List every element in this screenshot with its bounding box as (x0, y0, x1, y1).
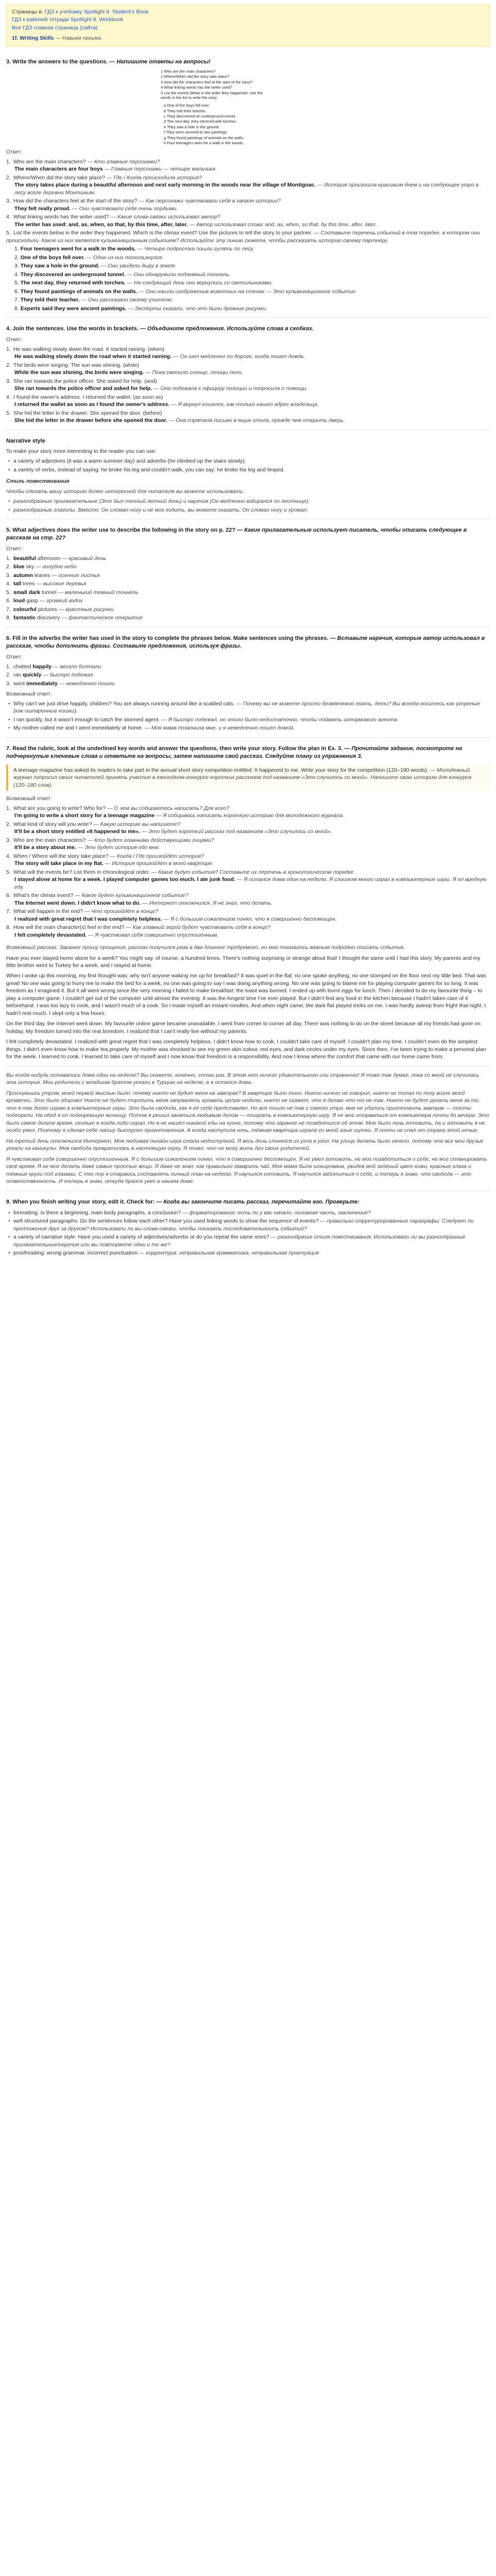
question-text: She ran towards the police officer. She asked for help. (and) (13, 378, 157, 384)
adjective: blue (13, 564, 25, 570)
adjective: fantastic (13, 615, 36, 621)
adverb: quickly (23, 672, 42, 679)
link-main-page[interactable]: Все ГДЗ главная страница (сайта) (12, 24, 98, 31)
task4-answer (6, 385, 490, 392)
possible-answer-label: Возможный ответ: (6, 691, 52, 698)
task7-question (6, 869, 490, 876)
question-text: What are you going to write? Who for? (13, 805, 106, 811)
narrative-style (6, 437, 490, 514)
event-number: 3. (14, 263, 21, 269)
narrative-bullet: • a variety of verbs, instead of saying: he broke his leg and couldn't walk, you can say: he broke his leg and limped. (13, 466, 490, 473)
answer-ru: — Она побежала к офицеру полиции и попросила о помощи. (153, 385, 308, 392)
checklist-item (13, 1249, 490, 1257)
question-ru: — О чем вы собираетесь написать? Для кого? (107, 805, 229, 811)
task4-answer (6, 417, 490, 424)
answer-en: She hid the letter in the drawer before she opened the door. (14, 417, 167, 424)
adjective-row (6, 597, 490, 604)
possible-answer-label: Возможный ответ: (6, 795, 52, 802)
task-5-title: 5. What adjectives does the writer use to describe the following in the story on p. 22? — Какие прилагательные использует писатель, чтобы описать следующее в рассказе на стр. 22? (6, 527, 467, 541)
adjective: tall (13, 581, 22, 587)
task7-answer (6, 844, 490, 851)
event-item (14, 262, 490, 269)
answer-en: The Internet went down. I didn't know what to do. (14, 900, 141, 906)
answer-en: I stayed alone at home for a week. I played computer games too much. I ate junk food. (14, 876, 235, 883)
story-ru-paragraph: Я чувствовал себя совершенно опустошенным. Я с большим сожалением понял, что я совершенно беспомощен. Я не умел готовить, не мог позаботиться о себе, не мог спланировать своё время. Я не мог делать даже самые простые вещи. Я даже не знал, как правильно заварить чай. Моя мама была шокирована, увидев мой зелёный цвет кожи, красные глаза и тёмные круги под глазами. С тех пор я стараюсь составлять личный план на неделю. Я научился готовить. Я научился заботиться о себе, и теперь я знаю, что свобода — это ответственность. И теперь я знаю, откуда брался уют в нашем доме. (6, 1156, 487, 1185)
item-number: 3. (6, 572, 11, 579)
event-en: They found paintings of animals on the walls. (20, 288, 138, 295)
event-en: They discovered an underground tunnel. (20, 271, 126, 278)
translation: — маленький темный тоннель (58, 589, 139, 596)
event-ru: — Они увидели дыру в земле. (101, 263, 177, 269)
noun: pictures (38, 606, 57, 613)
item-number: 3. (6, 680, 11, 687)
adjective-row (6, 606, 490, 613)
translation: — громкий вздох (39, 598, 83, 604)
item-number: 5. (6, 589, 11, 596)
noun: trees (23, 581, 35, 587)
task7-answer (6, 860, 490, 867)
task4-question (6, 410, 490, 417)
figure-line: 4 What linking words has the writer used? (161, 85, 232, 90)
event-item (14, 271, 490, 278)
translation: — весело болтали (53, 663, 101, 670)
event-en: The next day, they returned with torches. (20, 280, 126, 286)
item-number: 4. (6, 394, 11, 400)
event-item (14, 254, 490, 261)
event-item (14, 305, 490, 312)
answer-ru: — История произойдёт в моей квартире. (105, 860, 214, 867)
answer-en: The story will take place in my flat. (14, 860, 104, 867)
task4-question (6, 378, 490, 385)
check-en: a variety of narrative style: Have you used a variety of adjectives/adverbs or do you repeat the same ones? (13, 1234, 269, 1241)
event-en: They told their teacher. (20, 297, 80, 303)
check-en: well structured paragraphs: Do the sentences follow each other? Have you used linking words to show the sequence of events? (13, 1218, 319, 1225)
answer-en: It'll be a short story entitled «It happened to me». (14, 828, 141, 835)
item-number: 8. (6, 924, 11, 931)
figure-list-item: e They saw a hole in the ground. (164, 124, 220, 129)
translation: — осенние листья (52, 572, 100, 579)
adverb-row (6, 680, 490, 687)
question-ru: — Кто будет главными действующими лицами? (87, 837, 214, 843)
adjective: beautiful (13, 555, 36, 562)
question-text: The birds were singing. The sun was shining. (while) (13, 362, 139, 368)
adjective-row (6, 572, 490, 579)
task4-question (6, 394, 490, 401)
item-number: 4. (6, 853, 11, 859)
task7-answer (6, 931, 490, 939)
event-number: 4. (14, 271, 21, 278)
task-3-figure (161, 69, 274, 145)
answer-en: He was walking slowly down the road when it started raining. (14, 353, 172, 360)
event-number: 7. (14, 297, 21, 303)
item-number: 2. (6, 362, 11, 368)
item-number: 1. (6, 663, 11, 670)
question-ru: — Когда / Где произойдёт история? (110, 853, 204, 859)
task-3-title: 3. Write the answers to the questions. — Напишите ответы на вопросы! (6, 58, 211, 65)
answer-ru: — Пока светило солнце, птицы пели. (145, 369, 243, 376)
task7-answer (6, 916, 490, 923)
adjective-row (6, 563, 490, 570)
narrative-intro: To make your story more interesting to the reader you can use: (6, 448, 157, 454)
checklist-item (13, 1233, 490, 1248)
question-text: She hid the letter in the drawer. She opened the door. (before) (13, 410, 162, 416)
item-number: 3. (6, 378, 11, 384)
item-number: 2. (6, 821, 11, 827)
task7-question (6, 892, 490, 899)
task-3: 3. Write the answers to the questions. — Напишите ответы на вопросы! 1 Who are the main characters? 2 Where/When did the story take place? 3 How did the characters feel at the start of the story? 4 What linking words has the writer used? 5 List the events below in the order they happened. Use the words in the list to write the story. a One of the boys fell over. b They told their teacher. c They discovered an underground tunnel. d The next day, they returned with torches. e They saw a hole in the ground. f They were stunned to see paintings. g They found paintings of animals on the walls. h Four teenagers went for a walk in the woods. Ответ: 1. Who are the main characters? — Кто главные персонажи? The main characters are four boys — Главные персонажи — четыре мальчика 2. Where/When did the story take place? — Где / Когда происходила история? The story takes place during a beautiful afternoon and next early morning in the woods near the village of Montignac. — История произошла красивым днем и на следующее утро в лесу возле деревни Монтиньяк. 3. How did the characters feel at the start of the story? — Как персонажи чувствовали себя в начале истории? They felt really proud. — Они чувствовали себя очень гордыми. 4. What linking words has the writer used? — Какие слова-связки использовал автор? The writer has used: and, as, when, so that, by this time, after, later. — Автор использовал слова: and, as, when, so that, by this time, after, later. 5. List the events below in the order they happened. Which is the climax event? Use the pictures to tell the story to your partner. — Составьте перечень событий в том порядке, в котором они происходили. Какое из них является кульминационным событием? Используйте эту линию сюжета, чтобы рассказать историю своему партнеру. 1. Four teenagers went for a walk in the woods. — Четыре подростка пошли гулять по лесу. 2. One of the boys fell over. — Один из них поскользнулся. 3. They saw a hole in the ground. — Они увидели дыру в земле. 4. They discovered an underground tunnel. — Они обнаружили подземный тоннель. 5. The next day, they returned with torches. — На следующий день они вернулись со светильниками. 6. They found paintings of animals on the walls. — Они нашли изображения животных на стенах — Это кульминационное событие. 7. They told their teacher. — Они рассказали своему учителю. 8. Experts said they were ancient paintings. — Эксперты сказали, что это были древние рисунки. (6, 58, 490, 312)
answer-en: She ran towards the police officer and asked for help. (14, 385, 152, 392)
answer-ru: — Она спрятала письмо в ящик стола, прежде чем открыть дверь. (168, 417, 345, 424)
adverb-row (6, 663, 490, 670)
story-paragraph: I felt completely devastated. I realized with great regret that I was completely helpless. I didn't know how to cook, I couldn't take care of myself. I couldn't plan my time. I couldn't even do the simplest things. I didn't even know how to make tea properly. My mother was shocked to see my green skin colour, red eyes, and dark circles under my eyes. Since then, I've been trying to make a personal plan for the week. I learned to cook. I learned to take care of myself and I now know that freedom is a responsibility. And now I know where the comfort that came with our home came from. (6, 1039, 486, 1060)
answer-ru: — Я собираюсь написать короткую историю для молодежного журнала. (156, 812, 344, 819)
answer-label: Ответ: (6, 336, 23, 343)
adjective-row (6, 589, 490, 596)
link-workbook[interactable]: ГДЗ к рабочей тетради Spotlight 8. Workbook (12, 16, 124, 23)
task7-question (6, 924, 490, 931)
noun: tunnel (41, 589, 57, 596)
task-6: 6. Fill in the adverbs the writer has used in the story to complete the phrases below. Make sentences using the phrases. — Вставьте наречия, которые автор использовал в рассказе, чтобы дополнить фразы. Составьте предложения, используя фразы. Ответ: 1. chatted happily — весело болтали 2. ran quickly — быстро побежал 3. went immediately — немедленно пошли Возможный ответ: • Why can't we just drive happily, children? You are always running around like a scalded cats. — Почему вы не можете просто безмятежно ехать, дети? Вы всегда носитесь как угорелые (как ошпаренные кошки). • I ran quickly, but it wasn't enough to catch the stormed agent. — Я быстро побежал, но этого было недостаточно, чтобы поймать штормового агента. • My mother called me and I went immediately at home. — Моя мама позвонила мне, и я немедленно пошел домой. (6, 635, 490, 732)
question-text: I found the owner's address. I returned the wallet. (as soon as) (13, 394, 163, 400)
question-text: He was walking slowly down the road. It started raining. (when) (13, 346, 164, 352)
question-text: What will happen in the end? (13, 908, 83, 915)
events-list (6, 245, 490, 312)
event-ru: — Четыре подростка пошли гулять по лесу. (137, 246, 254, 252)
item-number: 6. (6, 892, 11, 899)
answer-ru: — Я остался дома один на неделю. Я слишком много играл в компьютерные игры. Я ел вредную еду. (14, 876, 487, 890)
noun: discovery (37, 615, 60, 621)
question-text: When / Where will the story take place? (13, 853, 109, 859)
item-number: 2. (6, 672, 11, 679)
item-number: 3. (6, 837, 11, 843)
event-en: Experts said they were ancient paintings. (20, 305, 127, 312)
translation: — красочные рисунки (58, 606, 114, 613)
event-number: 6. (14, 288, 21, 295)
task4-answer (6, 369, 490, 376)
task-7-title: 7. Read the rubric, look at the underlined key words and answer the questions, then write your story. Follow the plan in Ex. 3. — Прочитайте задание, посмотрите на подчеркнутые ключевые слова и ответьте на вопросы, затем напишите свой рассказ. Следуйте плану из упражнения 3. (6, 745, 463, 759)
adjective-row (6, 580, 490, 587)
adverb: happily (32, 663, 52, 670)
item-number: 7. (6, 908, 11, 915)
story-paragraph: When I woke up this morning, my first thought was: why isn't anyone waking me up for breakfast? It was quiet in the flat: no one spoke anything, no one stomped on the floor next my little bed. That was great! No one was going to hurry me to make the bed for a week, no one was going to say I was doing anything wrong. No one was going to blame me for playing computer games for so long. It was freedom as I imagined it. But it all went wrong since the very morning I failed to make breakfast: the toast was burned. I ended up with burnt eggs for lunch. Then I decided to do my favourite thing – to play a computer game. I couldn't get out of the computer until almost the evening. It was the longest time I've ever played. But I didn't find any food in the kitchen because I hadn't taken care of it beforehand. I was too lazy to cook, and I wasn't much of a cook. So I made myself an instant noodles. And when night came, the dark flat played tricks on me. I was hardly asleep from fright that night. I hadn't rest much. I slept only a few hours. (6, 973, 487, 1016)
item-number: 5. (6, 410, 11, 416)
task-8 (6, 1198, 490, 1257)
question-text: What kind of story will you write? (13, 821, 92, 827)
figure-list-item: a One of the boys fell over. (164, 103, 210, 108)
question-text: What's the climax event? (13, 892, 74, 899)
question-ru: — Какие будут события? Составьте их перечень в хронологическом порядке. (151, 869, 355, 875)
answer-en: I realized with great regret that I was completely helpless. (14, 916, 162, 922)
checklist-item (13, 1209, 490, 1216)
verb: went (13, 680, 25, 687)
question-ru: — Какое будет кульминационное событие? (75, 892, 189, 899)
adjective: colourful (13, 606, 37, 613)
adverb: immediately (26, 680, 58, 687)
event-en: They saw a hole in the ground. (20, 263, 100, 269)
adjective-row (6, 614, 490, 621)
check-ru: — форматирование: есть ли у вас начало, основная часть, заключение? (182, 1209, 371, 1216)
pages-label: Страницы в: (12, 9, 43, 15)
event-item (14, 279, 490, 286)
story-ru-paragraph: Проснувшись утром, моей первой мыслью было: почему никто не будит меня на завтрак? В квартире было тихо. Никто ничего не говорил, никто не топал по полу возле моей кроватки. Это было здорово! Никто не будет торопить меня заправлять кровать целую неделю, никто не скажет, что я делаю что-то не так. Никто не будет ругать меня за то, что я так долго играю в компьютерные игры. Это была свобода, как я её себе представлял. Но всё пошло не так с самого утра: мне не удалось приготовить завтрак — тосты подгорели. На обед я ел подгоревшую яичницу. Потом я решил заняться любимым делом — поиграть в компьютерную игру. Я не мог оторваться от компьютера почти до вечера. Это было самое долгое время, сколько я когда-либо играл. Но я не нашёл никакой еды на кухне, потому что заранее не позаботился об этом. Мне было лень готовить, да и готовить я не особо умел. Поэтому я сделал себе лапшу быстрого приготовления. А когда наступила ночь, тёмная квартира играла со мной злые шутки. Я почти не спал от страха этой ночью. (6, 1090, 489, 1134)
story-ru-paragraph: На третий день отключился Интернет. Моя любимая онлайн-игра стала недоступной. Я весь день слонялся из угла в угол. На улице делать было нечего, потому что все мои друзья уехали на каникулы. Моя свобода превратилась в настоящую скуку. Я понял, что не могу жить без своих родителей. (6, 1138, 483, 1152)
section-title: 1f. Writing Skills — Навыки письма (12, 35, 101, 42)
figure-line: 5 List the events below in the order they happened. Use the words in the list to write the story. (161, 90, 263, 100)
figure-list-item: f They were stunned to see paintings. (164, 130, 228, 135)
task7-question (6, 837, 490, 844)
question-ru: — Что произойдёт в конце? (84, 908, 159, 915)
item-number: 1. (6, 555, 11, 562)
narrative-title: Narrative style (6, 437, 45, 444)
story-paragraph: On the third day, the Internet went down. My favourite online game became unavailable. I went from corner to corner all day. There was nothing to do on the street because all my friends had gone on holiday. My freedom turned into the real boredom. I realized that I can't really live without my parents. (6, 1021, 481, 1035)
answer-label: Ответ: (6, 149, 23, 156)
narrative-ru-intro: Чтобы сделать вашу историю более интересной для читателя вы можете использовать: (6, 488, 244, 495)
answer-ru: — Это будет история обо мне. (77, 844, 160, 851)
check-ru: — правильно структурированные параграфы: Следуют ли предложения друг за другом? Использовали ли вы слова-связки, чтобы показать последовательность событий? (13, 1218, 474, 1232)
event-item (14, 288, 490, 295)
task-5 (6, 527, 490, 622)
noun: leaves (34, 572, 50, 579)
translation: — красивый день (61, 555, 107, 562)
figure-list-item: h Four teenagers went for a walk in the woods. (164, 140, 244, 145)
task7-answer (6, 900, 490, 907)
event-ru: — Один из них поскользнулся. (86, 254, 164, 261)
figure-line: 1 Who are the main characters? (161, 69, 216, 74)
answer-ru: — Он шел медленно по дороге, когда пошел дождь. (173, 353, 305, 360)
task-4 (6, 325, 490, 425)
item-number: 6. (6, 598, 11, 604)
task4-answer (6, 353, 490, 360)
answer-en: While the sun was shining, the birds were singing. (14, 369, 144, 376)
answer-en: I returned the wallet as soon as I found the owner's address. (14, 401, 170, 408)
item-number: 7. (6, 606, 11, 613)
task7-question (6, 805, 490, 812)
answer-en: It'll be a story about me. (14, 844, 76, 851)
check-en: formatting: Is there a beginning, main body paragraphs, a conclusion? (13, 1209, 181, 1216)
item-number: 8. (6, 615, 11, 621)
task7-answer (6, 828, 490, 835)
event-number: 1. (14, 246, 21, 252)
narrative-ru-title: Стиль повествования (6, 478, 70, 485)
event-ru: — Они рассказали своему учителю. (81, 297, 174, 303)
event-item (14, 296, 490, 303)
task-7 (6, 745, 490, 1185)
task-4-title: 4. Join the sentences. Use the words in brackets. — Объедините предложения. Используйте слова в скобках. (6, 326, 314, 332)
narrative-ru-bullet: • разнообразные глаголы. Вместо: Он сломал ногу и не мог ходить, вы можете сказать: Он сломал ногу и хромал. (13, 506, 490, 514)
figure-list-item: b They told their teacher. (164, 108, 207, 113)
event-ru: — На следующий день они вернулись со светильниками. (127, 280, 273, 286)
translation: — голубое небо (36, 564, 77, 570)
item-number: 1. (6, 346, 11, 352)
link-students-book[interactable]: ГДЗ к учебнику Spotlight 8. Student's Book (44, 9, 149, 15)
question-text: What will the events be? List them in chronological order. (13, 869, 150, 875)
answer-en: I felt completely devastated. (14, 931, 87, 938)
noun: sky (26, 564, 35, 570)
figure-list-item: c They discovered an underground tunnel. (164, 114, 236, 119)
check-ru: — корректура: неправильная грамматика, неправильная пунктуация (139, 1250, 319, 1257)
translation: — быстро побежал (43, 672, 93, 679)
narrative-bullet: • a variety of adjectives (it was a warm summer day) and adverbs (he climbed up the stairs slowly). (13, 457, 490, 465)
adjective-row (6, 555, 490, 562)
item-number: 2. (6, 564, 11, 570)
item-number: 1. (6, 805, 11, 811)
event-en: Four teenagers went for a walk in the woods. (20, 246, 136, 252)
check-ru: — разнообразие стиля повествования: Использовали ли вы разнообразные прилагательные/наречия или вы повторяете одни и те же? (13, 1234, 466, 1248)
task7-question (6, 853, 490, 860)
event-ru: — Эксперты сказали, что это были древние рисунки. (128, 305, 267, 312)
story-ru-paragraph: Вы когда-нибудь оставались дома одни на неделю? Вы скажете, конечно, сотни раз. В этом нет ничего удивительного или странного! Я тоже так думал, пока со мной не случилась эта история. Мои родители с младшим братом уехали в Турцию на неделю, а я остался дома. (6, 1072, 480, 1086)
task7-question (6, 908, 490, 915)
task-8-title: 8. When you finish writing your story, edit it. Check for: — Когда вы закончите писать рассказ, перечитайте его. Проверьте: (6, 1198, 360, 1205)
event-number: 2. (14, 254, 21, 261)
question-text: How will the main character(s) feel in the end? (13, 924, 125, 931)
checklist-item (13, 1217, 490, 1232)
answer-ru: — Я вернул кошелек, как только нашел адрес владельца. (171, 401, 319, 408)
figure-list-item: g They found paintings of animals on the walls. (164, 135, 244, 140)
translation: — немедленно пошли (59, 680, 115, 687)
event-number: 8. (14, 305, 21, 312)
verb: ran (13, 672, 22, 679)
translation: — фантастическое открытие (61, 615, 143, 621)
figure-line: 3 How did the characters feel at the start of the story? (161, 79, 253, 84)
answer-label: Ответ: (6, 654, 23, 660)
adjective: autumn (13, 572, 33, 579)
check-en: proofreading: wrong grammar, incorrect punctuation (13, 1250, 138, 1257)
story-note: Возможный рассказ. Заранее прошу прощения, рассказ получился раза в два длиннее требуемого, но мне показалось важным подробно описать события. (6, 944, 405, 951)
question-ru: — Какую историю вы напишете? (93, 821, 180, 827)
figure-list-item: d The next day, they returned with torches. (164, 119, 237, 124)
task7-question (6, 821, 490, 828)
task-6-title: 6. Fill in the adverbs the writer has used in the story to complete the phrases below. Make sentences using the phrases. — Вставьте наречия, которые автор использовал в рассказе, чтобы дополнить фразы. Составьте предложения, используя фразы. (6, 635, 485, 649)
event-number: 5. (14, 280, 21, 286)
header-box (6, 4, 490, 47)
event-ru: — Они обнаружили подземный тоннель. (127, 271, 231, 278)
item-number: 5. (6, 869, 11, 875)
answer-ru: — Я чувствовал себя совершенно опустошенным. (88, 931, 219, 938)
answer-en: I'm going to write a short story for a teenage magazine (14, 812, 155, 819)
task4-answer (6, 401, 490, 408)
question-text: Who are the main characters? (13, 837, 86, 843)
answer-ru: — Я с большим сожалением понял, что я совершенно беспомощен. (163, 916, 337, 922)
task4-question (6, 362, 490, 369)
pages-row (12, 8, 484, 15)
verb: chatted (13, 663, 31, 670)
narrative-ru-bullet: • разнообразные прилагательные (Это был теплый летний день) и наречия (Он медленно взбирался по лестнице). (13, 498, 490, 505)
adjective: loud (13, 598, 25, 604)
event-en: One of the boys fell over. (20, 254, 85, 261)
answer-ru: — Интернет отключился. Я не знал, что делать. (142, 900, 272, 906)
task7-answer (6, 876, 490, 891)
noun: afternoon (37, 555, 61, 562)
noun: gasp (26, 598, 38, 604)
translation: — высокие деревья (36, 581, 87, 587)
story-paragraph: Have you ever stayed home alone for a week? You might say, of course, a hundred times. There's nothing surprising or strange about that! I thought the same until I had this story. My parents and my little brother went to Turkey for a week, and I stayed at home. (6, 955, 481, 969)
task7-answer (6, 812, 490, 819)
event-item (14, 245, 490, 252)
rubric: A teenage magazine has asked its readers to take part in the annual short story competition entitled: It happened to me. Write your story for the competition (120–180 words). — Молодежный журнал попросил своих читателей принять участие в ежегодном конкурсе коротких рассказов под названием «Это случилось со мной». Напишите свою историю для конкурса (120–180 слов). (6, 765, 490, 791)
task4-question (6, 346, 490, 353)
answer-ru: — Это будет короткий рассказ под названием «Это случилось со мной». (141, 828, 332, 835)
question-ru: — Как главный герой будет чувствовать себя в конце? (126, 924, 270, 931)
adjective: small dark (13, 589, 40, 596)
figure-line: 2 Where/When did the story take place? (161, 74, 230, 79)
adverb-row (6, 671, 490, 679)
item-number: 4. (6, 581, 11, 587)
event-ru: — Они нашли изображения животных на стенах — Это кульминационное событие. (139, 288, 357, 295)
answer-label: Ответ: (6, 546, 23, 552)
